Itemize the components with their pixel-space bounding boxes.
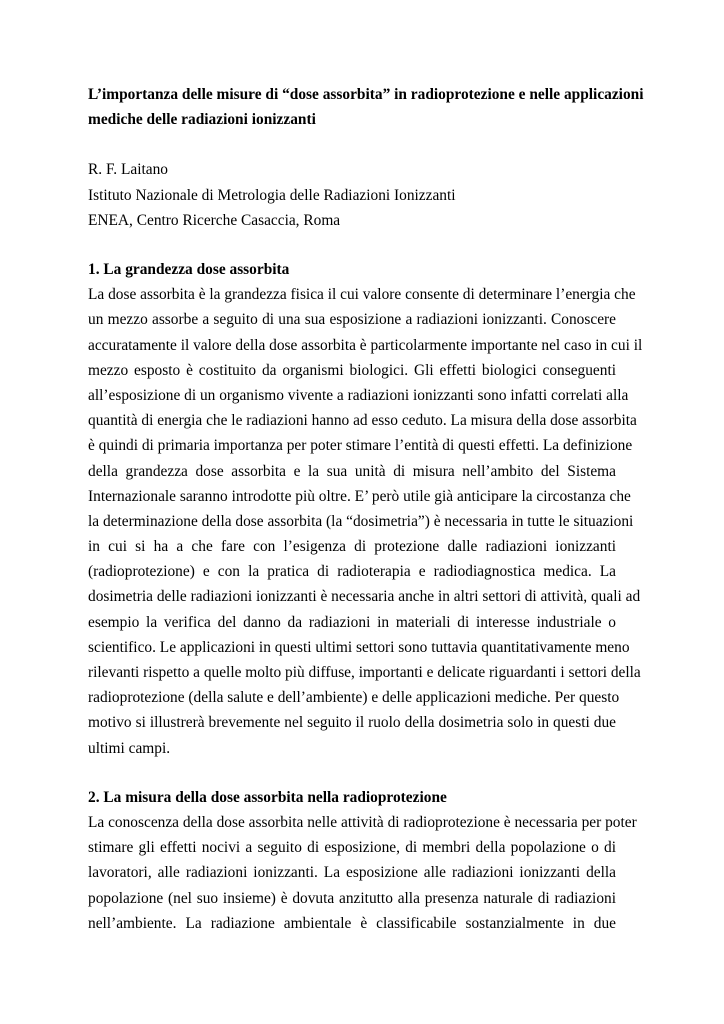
section-body [88,282,643,761]
body-line: La dose assorbita è la grandezza fisica il cui valore consente di determinare l’energia che [88,286,636,304]
section-2 [88,785,637,936]
document-title [88,82,644,132]
body-line: esempio la verifica del danno da radiazioni in materiali di interesse industriale o [88,613,616,631]
body-line: la determinazione della dose assorbita (la “dosimetria”) è necessaria in tutte le situazioni [88,512,634,530]
body-line: in cui si ha a che fare con l’esigenza di protezione dalle radiazioni ionizzanti [88,538,616,556]
body-line: scientifico. Le applicazioni in questi ultimi settori sono tuttavia quantitativamente meno [88,638,630,656]
body-line: nell’ambiente. La radiazione ambientale è classificabile sostanzialmente in due [88,914,616,932]
body-line: (radioprotezione) e con la pratica di radioterapia e radiodiagnostica medica. La [88,563,616,581]
section-1 [88,257,643,761]
body-line: lavoratori, alle radiazioni ionizzanti. La esposizione alle radiazioni ionizzanti della [88,864,616,882]
section-body [88,810,637,936]
author-block [88,157,616,233]
body-line: radioprotezione (della salute e dell’ambiente) e delle applicazioni mediche. Per questo [88,689,620,707]
affiliation: Istituto Nazionale di Metrologia delle Radiazioni Ionizzanti [88,186,456,204]
section-heading: 2. La misura della dose assorbita nella radioprotezione [88,788,447,806]
body-line: Internazionale saranno introdotte più oltre. E’ però utile già anticipare la circostanza che [88,487,631,505]
body-line: popolazione (nel suo insieme) è dovuta anzitutto alla presenza naturale di radiazioni [88,889,616,907]
body-line: rilevanti rispetto a quelle molto più diffuse, importanti e delicate riguardanti i settori della [88,664,641,681]
body-line: La conoscenza della dose assorbita nelle attività di radioprotezione è necessaria per poter [88,813,637,831]
author-name: R. F. Laitano [88,161,168,179]
document-page [88,82,644,960]
title-line: mediche delle radiazioni ionizzanti [88,111,316,129]
body-line: quantità di energia che le radiazioni hanno ad esso ceduto. La misura della dose assorbita [88,412,637,430]
affiliation: ENEA, Centro Ricerche Casaccia, Roma [88,211,341,229]
section-heading: 1. La grandezza dose assorbita [88,260,290,278]
body-line: mezzo esposto è costituito da organismi biologici. Gli effetti biologici conseguenti [88,361,616,379]
body-line: accuratamente il valore della dose assorbita è particolarmente importante nel caso in cui il [88,336,643,354]
body-line: motivo si illustrerà brevemente nel seguito il ruolo della dosimetria solo in questi due [88,714,616,732]
body-line: dosimetria delle radiazioni ionizzanti è necessaria anche in altri settori di attività, quali ad [88,588,641,606]
body-line: è quindi di primaria importanza per poter stimare l’entità di questi effetti. La definizione [88,437,633,455]
body-line: stimare gli effetti nocivi a seguito di esposizione, di membri della popolazione o di [88,839,616,857]
title-line: L’importanza delle misure di “dose assorbita” in radioprotezione e nelle applicazioni [88,86,644,103]
body-line: all’esposizione di un organismo vivente a radiazioni ionizzanti sono infatti correlati alla [88,386,629,404]
body-line: un mezzo assorbe a seguito di una sua esposizione a radiazioni ionizzanti. Conoscere [88,311,616,329]
body-line: della grandezza dose assorbita e la sua unità di misura nell’ambito del Sistema [88,462,616,480]
body-line: ultimi campi. [88,739,171,757]
